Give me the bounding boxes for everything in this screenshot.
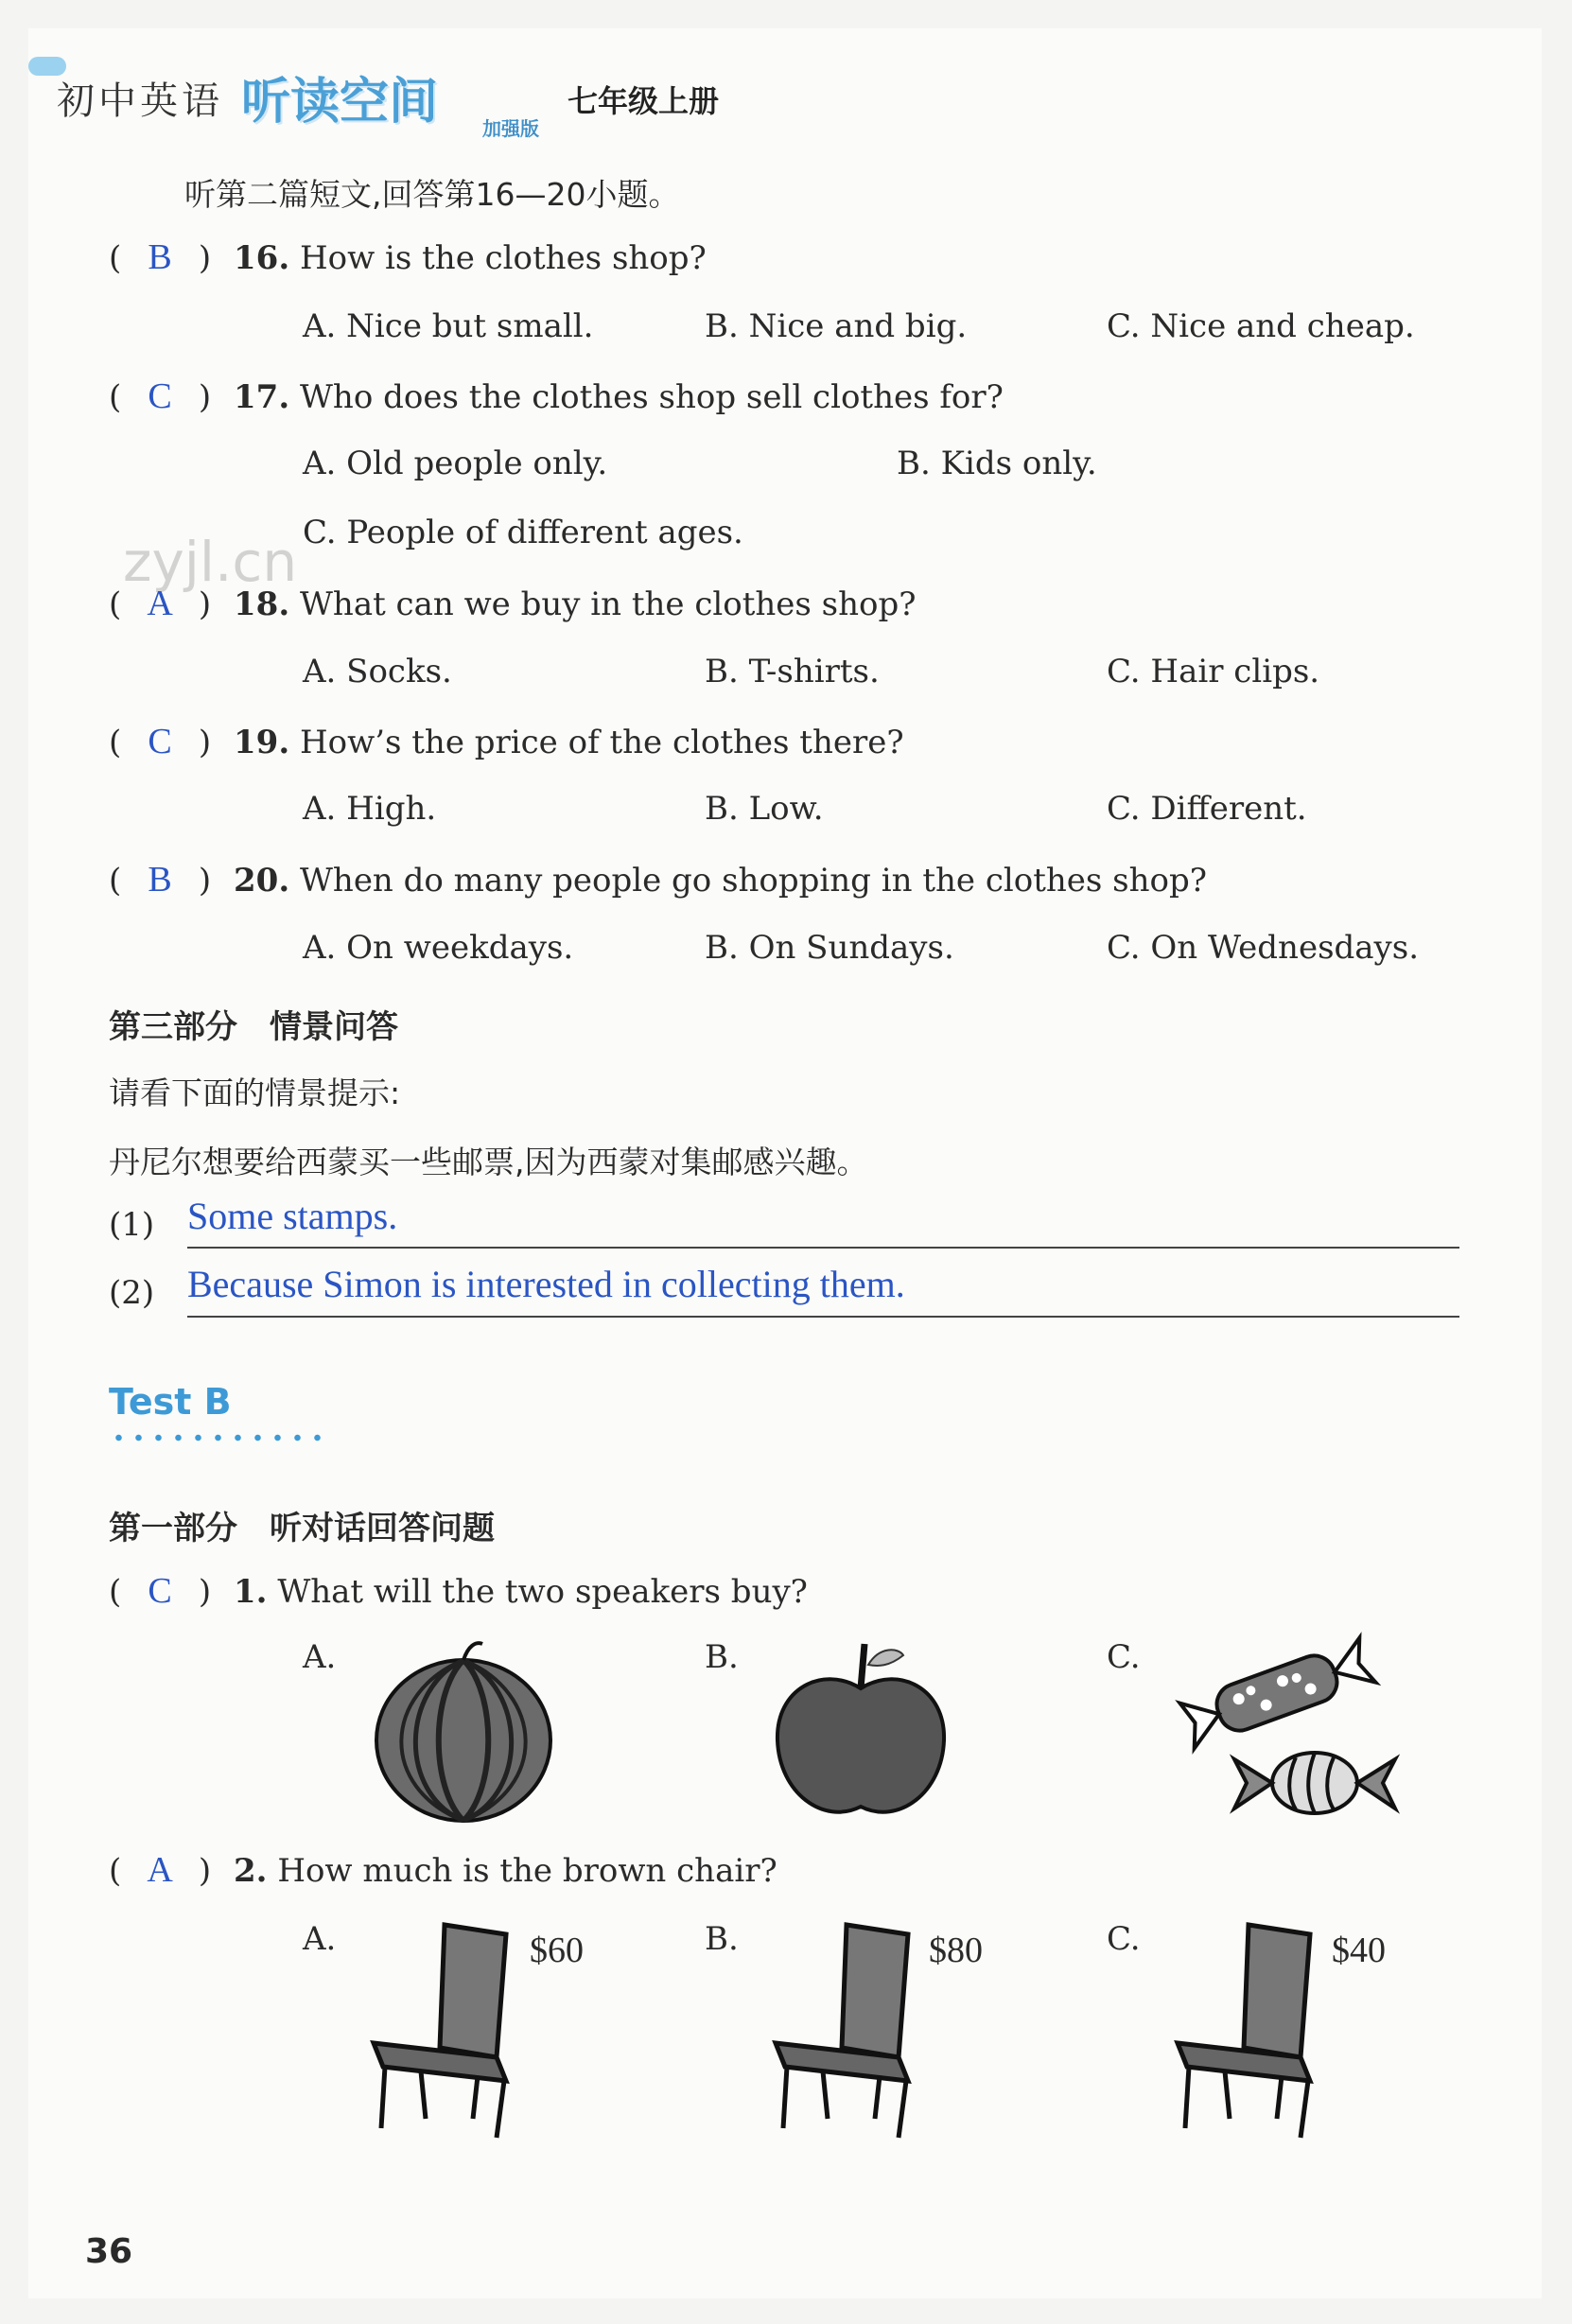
answer-20: B	[148, 860, 172, 900]
testb-question-1: ( C ) 1. What will the two speakers buy?	[109, 1571, 808, 1611]
testb-part1-title: 第一部分 听对话回答问题	[109, 1510, 495, 1547]
price-c: $40	[1332, 1931, 1386, 1970]
price-b: $80	[929, 1931, 983, 1970]
written-answer-2: Because Simon is interested in collecting them.	[187, 1263, 905, 1305]
question-18: ( A ) 18. What can we buy in the clothes shop?	[109, 584, 917, 623]
option-label: A.	[303, 1920, 337, 1958]
option: C. Hair clips.	[1107, 653, 1320, 690]
part2-intro: 听第二篇短文,回答第16—20小题。	[184, 176, 680, 213]
watermelon-icon	[364, 1636, 563, 1826]
part3-prompt: 请看下面的情景提示:	[109, 1075, 401, 1111]
option: B. T-shirts.	[705, 653, 880, 690]
testb-title: Test B	[109, 1381, 232, 1423]
option: C. People of different ages.	[303, 514, 743, 551]
answer-line-2	[187, 1316, 1459, 1318]
answer-18: A	[147, 584, 173, 623]
option-label: C.	[1107, 1638, 1141, 1676]
option: A. Old people only.	[303, 445, 608, 482]
written-answer-1: Some stamps.	[187, 1195, 398, 1237]
price-a: $60	[530, 1931, 584, 1970]
option-label: A.	[303, 1638, 337, 1676]
question-19: ( C ) 19. How’s the price of the clothes there?	[109, 722, 904, 761]
option: B. Nice and big.	[705, 307, 968, 345]
brand-title: 听读空间	[241, 74, 439, 131]
apple-icon	[766, 1636, 955, 1826]
answer-label-1: (1)	[109, 1206, 155, 1244]
page-number: 36	[85, 2232, 133, 2271]
option-label: B.	[705, 1638, 739, 1676]
answer-label-2: (2)	[109, 1274, 155, 1312]
question-16: ( B ) 16. How is the clothes shop?	[109, 237, 707, 277]
dotted-divider	[109, 1434, 326, 1442]
grade-label: 七年级上册	[568, 83, 720, 119]
chair-icon	[766, 1915, 927, 2142]
option: C. Different.	[1107, 790, 1307, 828]
question-20: ( B ) 20. When do many people go shopping in the clothes shop?	[109, 860, 1207, 900]
option: B. On Sundays.	[705, 929, 954, 967]
edition-label: 加强版	[482, 117, 539, 140]
part3-scenario: 丹尼尔想要给西蒙买一些邮票,因为西蒙对集邮感兴趣。	[109, 1144, 868, 1180]
option: C. On Wednesdays.	[1107, 929, 1420, 967]
series-title: 初中英语	[57, 79, 223, 123]
header	[28, 57, 880, 142]
option: A. On weekdays.	[303, 929, 574, 967]
option: B. Kids only.	[897, 445, 1097, 482]
answer-b1: C	[148, 1571, 172, 1611]
answer-line-1	[187, 1247, 1459, 1249]
candy-icon	[1163, 1627, 1438, 1835]
option-label: C.	[1107, 1920, 1141, 1958]
testb-question-2: ( A ) 2. How much is the brown chair?	[109, 1850, 777, 1890]
option-label: B.	[705, 1920, 739, 1958]
answer-19: C	[148, 722, 172, 761]
option: A. High.	[303, 790, 437, 828]
part3-title: 第三部分 情景问答	[109, 1008, 398, 1046]
option: B. Low.	[705, 790, 824, 828]
option: A. Nice but small.	[303, 307, 594, 345]
watermark: zyjl.cn	[123, 530, 298, 594]
answer-b2: A	[147, 1850, 173, 1890]
option: A. Socks.	[303, 653, 452, 690]
chair-icon	[1168, 1915, 1329, 2142]
answer-17: C	[148, 376, 172, 416]
chair-icon	[364, 1915, 525, 2142]
answer-16: B	[148, 237, 172, 277]
question-17: ( C ) 17. Who does the clothes shop sell clothes for?	[109, 376, 1004, 416]
option: C. Nice and cheap.	[1107, 307, 1415, 345]
